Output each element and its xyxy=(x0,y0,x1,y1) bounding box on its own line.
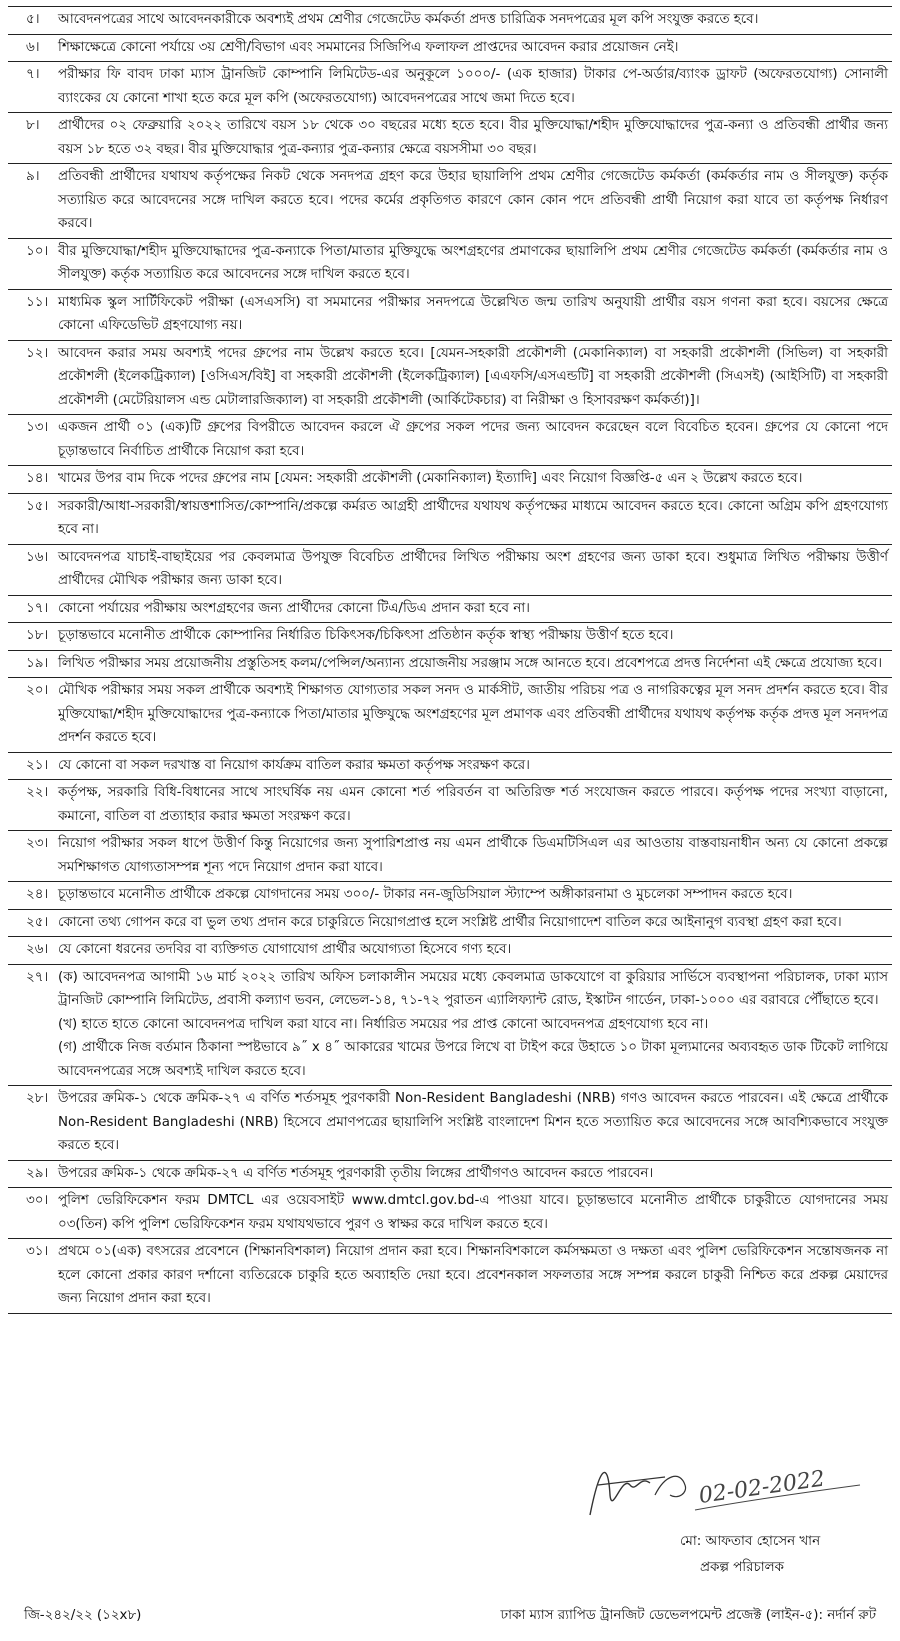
clause-number: ১৫। xyxy=(26,498,49,514)
clause-number: ২৯। xyxy=(26,1165,49,1181)
clause-item xyxy=(8,1188,892,1239)
clause-text: কর্তৃপক্ষ, সরকারি বিধি-বিধানের সাথে সাংঘর্ষিক নয় এমন কোনো শর্ত পরিবর্তন বা অতিরিক্ত শর্ত সংযোজন করতে পারবে। কর্তৃপক্ষ পদের সংখ্যা বাড়ানো, কমানো, বাতিল বা প্রত্যাহার করার ক্ষমতা সংরক্ষণ করে। xyxy=(58,785,888,824)
clause-number: ১৭। xyxy=(26,600,49,616)
clause-item xyxy=(8,1239,892,1314)
clause-number: ১৯। xyxy=(26,655,49,671)
clause-number: ২৮। xyxy=(26,1091,49,1106)
page-footer xyxy=(8,1605,892,1627)
clause-item xyxy=(8,466,892,494)
clause-text: উপরের ক্রমিক-১ থেকে ক্রমিক-২৭ এ বর্ণিত শর্তসমূহ পুরণকারী তৃতীয় লিঙ্গের প্রার্থীগণও আবেদন করতে পারবেন। xyxy=(58,1165,654,1181)
clause-number: ১২। xyxy=(26,345,49,361)
clause-text: যে কোনো বা সকল দরখাস্ত বা নিয়োগ কার্যক্রম বাতিল করার ক্ষমতা কর্তৃপক্ষ সংরক্ষণ করে। xyxy=(58,757,530,773)
clause-text: আবেদন করার সময় অবশ্যই পদের গ্রুপের নাম উল্লেখ করতে হবে। [যেমন-সহকারী প্রকৌশলী (মেকানিক্যাল) বা সহকারী প্রকৌশলী (সিভিল) বা সহকারী প্রকৌশলী (ইলেকট্রিক্যাল) [ওসিএস/বিই] বা সহকারী প্রকৌশলী (ইলেকট্রিক্যাল) [এএফসি/এসএন্ডটি] বা সহকারী প্রকৌশলী (সিএসই) (আইসিটি) বা সহকারী প্রকৌশলী (মেটেরিয়ালস এন্ড মেটালারজিক্যাল) বা সহকারী প্রকৌশলী (আর্কিটেকচার) বা নিরীক্ষা ও হিসাবরক্ষণ কর্মকর্তা)]। xyxy=(58,345,888,408)
clause-number: ৭। xyxy=(26,67,40,82)
clause-item xyxy=(8,1161,892,1189)
clause-text: সরকারী/আধা-সরকারী/স্বায়ত্তশাসিত/কোম্পানি/প্রকল্পে কর্মরত আগ্রহী প্রার্থীদের যথাযথ কর্তৃপক্ষের মাধ্যমে আবেদন করতে হবে। কোনো অগ্রিম কপি গ্রহণযোগ্য হবে না। xyxy=(58,498,888,537)
terms-list xyxy=(8,6,892,1314)
clause-text: মৌখিক পরীক্ষার সময় সকল প্রার্থীকে অবশ্যই শিক্ষাগত যোগ্যতার সকল সনদ ও মার্কসীট, জাতীয় পরিচয় পত্র ও নাগরিকত্বের মূল সনদ প্রদর্শন করতে হবে। বীর মুক্তিযোদ্ধা/শহীদ মুক্তিযোদ্ধাদের পুত্র-কন্যাকে পিতা/মাতার মুক্তিযুদ্ধে অংশগ্রহণের মূল প্রমাণক এবং প্রতিবন্ধী প্রার্থীদের যথাযথ কর্তৃপক্ষ কর্তৃক প্রদত্ত মূল সনদপত্র প্রদর্শন করতে হবে। xyxy=(58,683,888,745)
clause-text: আবেদনপত্র যাচাই-বাছাইয়ের পর কেবলমাত্র উপযুক্ত বিবেচিত প্রার্থীদের লিখিত পরীক্ষায় অংশ গ্রহণের জন্য ডাকা হবে। শুধুমাত্র লিখিত পরীক্ষায় উত্তীর্ণ প্রার্থীদের মৌখিক পরীক্ষার জন্য ডাকা হবে। xyxy=(58,549,888,588)
clause-number: ৩০। xyxy=(26,1193,49,1208)
clause-number: ১৩। xyxy=(26,420,49,435)
clause-subitem: (ক) আবেদনপত্র আগামী ১৬ মার্চ ২০২২ তারিখ অফিস চলাকালীন সময়ের মধ্যে কেবলমাত্র ডাকযোগে বা কুরিয়ার সার্ভিসে ব্যবস্থাপনা পরিচালক, ঢাকা ম্যাস ট্রানজিট কোম্পানি লিমিটেড, প্রবাসী কল্যাণ ভবন, লেভেল-১৪, ৭১-৭২ পুরাতন এ্যালিফ্যান্ট রোড, ইস্কাটন গার্ডেন, ঢাকা-১০০০ এর বরাবরে পৌঁছাতে হবে। xyxy=(58,969,888,1008)
clause-item xyxy=(8,7,892,35)
clause-item xyxy=(8,62,892,113)
clause-subitem: (খ) হাতে হাতে কোনো আবেদনপত্র দাখিল করা যাবে না। নির্ধারিত সময়ের পর প্রাপ্ত কোনো আবেদনপত্র গ্রহণযোগ্য হবে না। xyxy=(58,1016,709,1032)
clause-text: প্রথমে ০১(এক) বৎসরের প্রবেশনে (শিক্ষানবিশকাল) নিয়োগ প্রদান করা হবে। শিক্ষানবিশকালে কর্মসক্ষমতা ও দক্ষতা এবং পুলিশ ভেরিফিকেশন সন্তোষজনক না হলে কোনো প্রকার কারণ দর্শানো ব্যতিরেকে চাকুরি হতে অব্যাহতি দেয়া হবে। প্রবেশনকাল সফলতার সঙ্গে সম্পন্ন করলে চাকুরী নিশ্চিত করে প্রকল্প মেয়াদের জন্য নিয়োগ প্রদান করা হবে। xyxy=(58,1244,888,1306)
clause-item xyxy=(8,545,892,596)
clause-item xyxy=(8,753,892,781)
clause-subitem: (গ) প্রার্থীকে নিজ বর্তমান ঠিকানা স্পষ্টভাবে ৯˝ x ৪˝ আকারের খামের উপরে লিখে বা টাইপ করে উহাতে ১০ টাকা মূল্যমানের অব্যবহৃত ডাক টিকেট লাগিয়ে আবেদনপত্রের সঙ্গে অবশ্যই দাখিল করতে হবে। xyxy=(58,1040,888,1079)
clause-text: উপরের ক্রমিক-১ থেকে ক্রমিক-২৭ এ বর্ণিত শর্তসমূহ পুরণকারী Non-Resident Bangladeshi (NRB) গণও আবেদন করতে পারবেন। এই ক্ষেত্রে প্রার্থীকে Non-Resident Bangladeshi (NRB) হিসেবে প্রমাণপত্রের ছায়ালিপি সংশ্লিষ্ট বাংলাদেশ মিশন হতে সত্যায়িত করে আবেদনের সঙ্গে আবশ্যিকভাবে সংযুক্ত করতে হবে। xyxy=(58,1091,888,1153)
clause-text: পুলিশ ভেরিফিকেশন ফরম DMTCL এর ওয়েবসাইট www.dmtcl.gov.bd-এ পাওয়া যাবে। চূড়ান্তভাবে মনোনীত প্রার্থীকে চাকুরীতে যোগদানের সময় ০৩(তিন) কপি পুলিশ ভেরিফিকেশন ফরম যথাযথভাবে পুরণ ও স্বাক্ষর করে দাখিল করতে হবে। xyxy=(58,1193,888,1232)
signatory-name: মো: আফতাব হোসেন খান xyxy=(680,1534,821,1549)
clause-number: ২৬। xyxy=(26,942,49,957)
clause-text: নিয়োগ পরীক্ষার সকল ধাপে উত্তীর্ণ কিন্তু নিয়োগের জন্য সুপারিশপ্রাপ্ত নয় এমন প্রার্থীকে ডিএমটিসিএল এর আওতায় বাস্তবায়নাধীন অন্য যে কোনো প্রকল্পে সমশিক্ষাগত যোগ্যতাসম্পন্ন শূন্য পদে নিয়োগ প্রদান করা যাবে। xyxy=(58,836,888,875)
clause-item xyxy=(8,910,892,938)
clause-number: ২৩। xyxy=(26,836,49,851)
clause-item xyxy=(8,965,892,1087)
clause-item xyxy=(8,113,892,164)
clause-number: ২১। xyxy=(26,757,49,773)
clause-number: ১১। xyxy=(26,294,49,310)
clause-text: লিখিত পরীক্ষার সময় প্রয়োজনীয় প্রস্তুতিসহ কলম/পেন্সিল/অন্যান্য প্রয়োজনীয় সরঞ্জাম সঙ্গে আনতে হবে। প্রবেশপত্রে প্রদত্ত নির্দেশনা এই ক্ষেত্রে প্রযোজ্য হবে। xyxy=(58,655,882,671)
clause-number: ২৫। xyxy=(26,914,49,930)
clause-item xyxy=(8,651,892,679)
clause-number: ২২। xyxy=(26,785,49,800)
clause-text: একজন প্রার্থী ০১ (এক)টি গ্রুপের বিপরীতে আবেদন করলে ঐ গ্রুপের সকল পদের জন্য আবেদন করেছেন বলে বিবেচিত হবেন। গ্রুপের যে কোনো পদে চূড়ান্তভাবে নির্বাচিত প্রার্থীকে নিয়োগ করা হবে। xyxy=(58,420,888,459)
clause-number: ৮। xyxy=(26,118,40,133)
clause-text: প্রতিবন্ধী প্রার্থীদের যথাযথ কর্তৃপক্ষের নিকট থেকে সনদপত্র গ্রহণ করে উহার ছায়ালিপি প্রথম শ্রেণীর গেজেটেড কর্মকর্তা (কর্মকর্তার নাম ও সীলযুক্ত) কর্তৃক সত্যায়িত করে আবেদনের সঙ্গে দাখিল করতে হবে। পদের কর্মের প্রকৃতিগত কারণে কোন কোন পদে প্রতিবন্ধী প্রার্থী নিয়োগ করা যাবে তা কর্তৃপক্ষ নির্ধারণ করবে। xyxy=(58,169,888,231)
clause-item xyxy=(8,780,892,831)
clause-text: প্রার্থীদের ০২ ফেব্রুয়ারি ২০২২ তারিখে বয়স ১৮ থেকে ৩০ বছরের মধ্যে হতে হবে। বীর মুক্তিযোদ্ধা/শহীদ মুক্তিযোদ্ধাদের পুত্র-কন্যা ও প্রতিবন্ধী প্রার্থীর জন্য বয়স ১৮ হতে ৩২ বছর। বীর মুক্তিযোদ্ধার পুত্র-কন্যার পুত্র-কন্যার ক্ষেত্রে বয়সসীমা ৩০ বছর। xyxy=(58,118,888,157)
clause-item xyxy=(8,596,892,624)
clause-number: ১৮। xyxy=(26,628,49,643)
clause-number: ৯। xyxy=(26,169,40,184)
clause-item xyxy=(8,1086,892,1161)
clause-number: ১৪। xyxy=(26,471,49,486)
clause-text xyxy=(58,966,890,1084)
clause-text: চূড়ান্তভাবে মনোনীত প্রার্থীকে কোম্পানির নির্ধারিত চিকিৎসক/চিকিৎসা প্রতিষ্ঠান কর্তৃক স্বাস্থ্য পরীক্ষায় উত্তীর্ণ হতে হবে। xyxy=(58,628,674,643)
clause-item xyxy=(8,623,892,651)
clause-item xyxy=(8,831,892,882)
footer-project-name: ঢাকা ম্যাস র‌্যাপিড ট্রানজিট ডেভেলপমেন্ট প্রজেক্ট (লাইন-৫): নর্দার্ন রুট xyxy=(500,1608,876,1623)
clause-text: বীর মুক্তিযোদ্ধা/শহীদ মুক্তিযোদ্ধাদের পুত্র-কন্যাকে পিতা/মাতার মুক্তিযুদ্ধে অংশগ্রহণের প্রমাণকের ছায়ালিপি প্রথম শ্রেণীর গেজেটেড কর্মকর্তা (কর্মকর্তার নাম ও সীলযুক্ত) কর্তৃক সত্যায়িত করে আবেদনের সঙ্গে দাখিল করতে হবে। xyxy=(58,243,888,282)
signature-image xyxy=(570,1455,870,1525)
clause-number: ৫। xyxy=(26,12,40,27)
clause-text: যে কোনো ধরনের তদবির বা ব্যক্তিগত যোগাযোগ প্রার্থীর অযোগ্যতা হিসেবে গণ্য হবে। xyxy=(58,942,512,957)
clause-text: কোনো পর্যায়ের পরীক্ষায় অংশগ্রহণের জন্য প্রার্থীদের কোনো টিএ/ডিএ প্রদান করা হবে না। xyxy=(58,600,530,616)
signature-date: 02-02-2022 xyxy=(697,1466,827,1509)
clause-number: ১০। xyxy=(26,243,49,259)
clause-number: ১৬। xyxy=(26,549,49,565)
clause-item xyxy=(8,35,892,63)
clause-item xyxy=(8,937,892,965)
clause-item xyxy=(8,882,892,910)
clause-number: ২০। xyxy=(26,683,49,698)
footer-reference-code: জি-২৪২/২২ (১২x৮) xyxy=(24,1608,142,1623)
clause-text: কোনো তথ্য গোপন করে বা ভুল তথ্য প্রদান করে চাকুরিতে নিয়োগপ্রাপ্ত হলে সংশ্লিষ্ট প্রার্থীর নিয়োগাদেশ বাতিল করে আইনানুগ ব্যবস্থা গ্রহণ করা হবে। xyxy=(58,914,842,930)
signature-block xyxy=(520,1455,860,1585)
clause-item xyxy=(8,290,892,341)
clause-text: খামের উপর বাম দিকে পদের গ্রুপের নাম [যেমন: সহকারী প্রকৌশলী (মেকানিক্যাল) ইত্যাদি] এবং নিয়োগ বিজ্ঞপ্তি-৫ এন ২ উল্লেখ করতে হবে। xyxy=(58,471,803,486)
clause-item xyxy=(8,494,892,545)
clause-item xyxy=(8,239,892,290)
clause-item xyxy=(8,415,892,466)
clause-number: ২৭। xyxy=(26,969,49,985)
clause-number: ৩১। xyxy=(26,1244,49,1259)
clause-text: পরীক্ষার ফি বাবদ ঢাকা ম্যাস ট্রানজিট কোম্পানি লিমিটেড-এর অনুকূলে ১০০০/- (এক হাজার) টাকার পে-অর্ডার/ব্যাংক ড্রাফট (অফেরতযোগ্য) সোনালী ব্যাংকের যে কোনো শাখা হতে করে মূল কপি (অফেরতযোগ্য) আবেদনপত্রের সাথে জমা দিতে হবে। xyxy=(58,67,888,106)
signatory-title: প্রকল্প পরিচালক xyxy=(700,1560,784,1575)
clause-number: ২৪। xyxy=(26,887,49,902)
clause-item xyxy=(8,164,892,239)
clause-item xyxy=(8,341,892,416)
clause-item xyxy=(8,678,892,753)
clause-text: চূড়ান্তভাবে মনোনীত প্রার্থীকে প্রকল্পে যোগদানের সময় ৩০০/- টাকার নন-জুডিসিয়াল স্ট্যাম্পে অঙ্গীকারনামা ও মুচলেকা সম্পাদন করতে হবে। xyxy=(58,887,793,902)
clause-text: মাধ্যমিক স্কুল সার্টিফিকেট পরীক্ষা (এসএসসি) বা সমমানের পরীক্ষার সনদপত্রে উল্লেখিত জন্ম তারিখ অনুযায়ী প্রার্থীর বয়স গণনা করা হবে। বয়সের ক্ষেত্রে কোনো এফিডেভিট গ্রহণযোগ্য নয়। xyxy=(58,294,888,333)
clause-text: শিক্ষাক্ষেত্রে কোনো পর্যায়ে ৩য় শ্রেণী/বিভাগ এবং সমমানের সিজিপিএ ফলাফল প্রাপ্তদের আবেদন করার প্রয়োজন নেই। xyxy=(58,39,679,55)
clause-number: ৬। xyxy=(26,39,40,55)
clause-text: আবেদনপত্রের সাথে আবেদনকারীকে অবশ্যই প্রথম শ্রেণীর গেজেটেড কর্মকর্তা প্রদত্ত চারিত্রিক সনদপত্রের মূল কপি সংযুক্ত করতে হবে। xyxy=(58,12,759,27)
